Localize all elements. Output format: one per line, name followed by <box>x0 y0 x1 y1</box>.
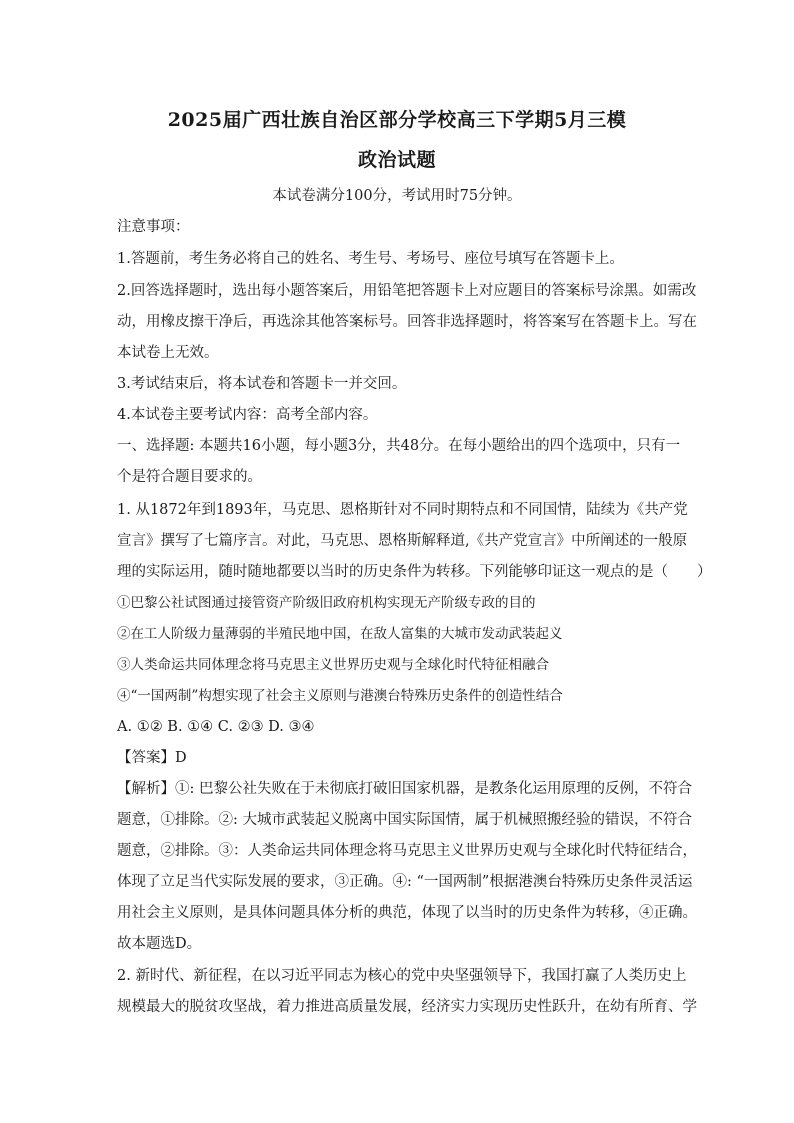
notice-line: 本试卷上无效。 <box>117 345 219 361</box>
question-1-option: ④“一国两制”构想实现了社会主义原则与港澳台特殊历史条件的创造性结合 <box>117 688 563 704</box>
question-1-analysis: 【解析】①: 巴黎公社失败在于未彻底打破旧国家机器，是教条化运用原理的反例，不符合 <box>117 781 692 797</box>
question-1-analysis: 故本题选D。 <box>117 936 202 952</box>
section-heading: 一、选择题: 本题共16小题，每小题3分，共48分。在每小题给出的四个选项中，只有一 <box>117 438 681 454</box>
notice-line: 动，用橡皮擦干净后，再选涂其他答案标号。回答非选择题时，将答案写在答题卡上。写在 <box>117 314 697 330</box>
section-heading: 个是符合题目要求的。 <box>117 469 262 485</box>
notice-line: 2.回答选择题时，选出每小题答案后，用铅笔把答题卡上对应题目的答案标号涂黑。如需改 <box>117 283 697 299</box>
document-title: 2025届广西壮族自治区部分学校高三下学期5月三模 <box>167 109 627 131</box>
notice-line: 3.考试结束后，将本试卷和答题卡一并交回。 <box>117 376 407 392</box>
question-1-choices: A. ①② B. ①④ C. ②③ D. ③④ <box>117 719 315 735</box>
question-1-analysis: 题意，②排除。③：人类命运共同体理念将马克思主义世界历史观与全球化时代特征结合， <box>117 843 697 859</box>
notice-line: 4.本试卷主要考试内容：高考全部内容。 <box>117 407 378 423</box>
question-1-analysis: 题意，①排除。②: 大城市武装起义脱离中国实际国情，属于机械照搬经验的错误，不符合 <box>117 812 692 828</box>
exam-info: 本试卷满分100分，考试用时75分钟。 <box>272 188 522 204</box>
document-subtitle: 政治试题 <box>357 149 436 171</box>
question-2-stem: 规模最大的脱贫攻坚战，着力推进高质量发展，经济实力实现历史性跃升，在幼有所育、学 <box>117 999 697 1015</box>
question-1-option: ②在工人阶级力量薄弱的半殖民地中国，在敌人富集的大城市发动武装起义 <box>117 626 563 642</box>
question-1-option: ①巴黎公社试图通过接管资产阶级旧政府机构实现无产阶级专政的目的 <box>117 595 536 611</box>
question-1-stem: 理的实际运用，随时随地都要以当时的历史条件为转移。下列能够印证这一观点的是（ ） <box>117 564 712 580</box>
question-1-stem: 宣言》撰写了七篇序言。对此，马克思、恩格斯解释道,《共产党宣言》中所阐述的一般原 <box>117 533 688 549</box>
question-1-option: ③人类命运共同体理念将马克思主义世界历史观与全球化时代特征相融合 <box>117 657 549 673</box>
notice-line: 1.答题前，考生务必将自己的姓名、考生号、考场号、座位号填写在答题卡上。 <box>117 251 624 267</box>
notice-heading: 注意事项： <box>117 219 190 235</box>
question-1-analysis: 用社会主义原则，是具体问题具体分析的典范，体现了以当时的历史条件为转移，④正确。 <box>117 905 697 921</box>
question-1-stem: 1. 从1872年到1893年，马克思、恩格斯针对不同时期特点和不同国情，陆续为《共产党 <box>117 502 688 518</box>
question-1-answer: 【答案】D <box>117 750 187 766</box>
question-1-analysis: 体现了立足当代实际发展的要求，③正确。④: “一国两制”根据港澳台特殊历史条件灵活运 <box>117 874 693 890</box>
question-2-stem: 2. 新时代、新征程，在以习近平同志为核心的党中央坚强领导下，我国打赢了人类历史上 <box>117 968 687 984</box>
